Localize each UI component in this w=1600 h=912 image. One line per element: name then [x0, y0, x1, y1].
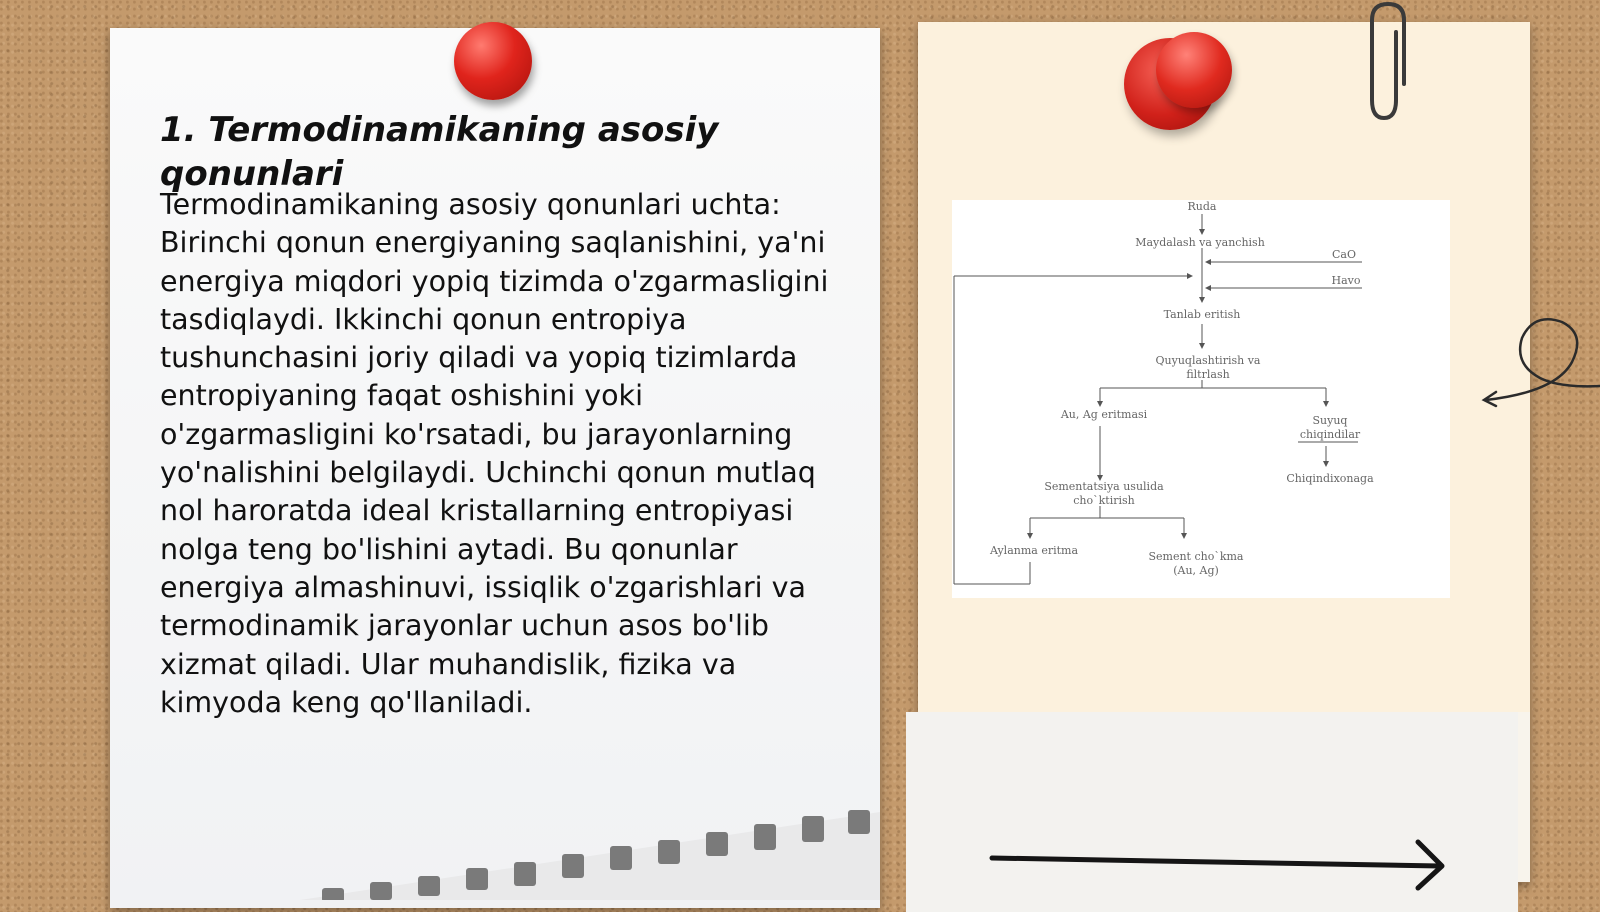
page-title: 1. Termodinamikaning asosiy qonunlari [160, 110, 719, 194]
paper-clip-icon [1372, 4, 1404, 118]
flow-node-aylanma: Aylanma eritma [989, 544, 1079, 557]
process-flowchart [952, 200, 1450, 598]
flow-node-havo: Havo [1331, 274, 1361, 287]
flow-node-cao: CaO [1332, 248, 1356, 261]
flow-node-quyuqlash-line1: Quyuqlashtirish va [1155, 354, 1261, 367]
flow-node-ruda: Ruda [1187, 200, 1217, 213]
swirl-arrow-icon [1484, 319, 1600, 406]
flow-node-sementatsiya-line2: cho`ktirish [1073, 494, 1135, 507]
flow-node-suyuq-line2: chiqindilar [1299, 428, 1361, 441]
flow-node-tanlab: Tanlab eritish [1163, 308, 1241, 321]
flow-node-maydalash: Maydalash va yanchish [1135, 236, 1265, 249]
flow-node-chiqindixonaga: Chiqindixonaga [1286, 472, 1374, 485]
flow-node-au-ag: Au, Ag eritmasi [1060, 408, 1148, 421]
body-paragraph: Termodinamikaning asosiy qonunlari uchta: Birinchi qonun energiyaning saqlanishini, ya'ni energiya miqdori yopiq tizimda o'zgarmasligini tasdiqlaydi. Ikkinchi qonun entropiya tushunchasini joriy qiladi va yopiq tizimlarda entropiyaning faqat oshishini yoki o'zgarmasligini ko'rsatadi, bu jarayonlarning yo'nalishini belgilaydi. Uchinchi qonun mutlaq nol haroratda ideal kristallarning entropiyasi nolga teng bo'lishini aytadi. Bu qonunlar energiya almashinuvi, issiqlik o'zgarishlari va termodinamik jarayonlar uchun asos bo'lib xizmat qiladi. Ular muhandislik, fizika va kimyoda keng qo'llaniladi. [160, 188, 829, 719]
flow-node-sementatsiya-line1: Sementatsiya usulida [1044, 480, 1164, 493]
flow-node-suyuq-line1: Suyuq [1312, 414, 1348, 427]
flow-node-quyuqlash-line2: filtrlash [1186, 368, 1230, 381]
flow-node-sement-chokma-line2: (Au, Ag) [1173, 564, 1219, 577]
long-right-arrow-icon [992, 842, 1442, 888]
flow-node-sement-chokma-line1: Sement cho`kma [1148, 550, 1244, 563]
